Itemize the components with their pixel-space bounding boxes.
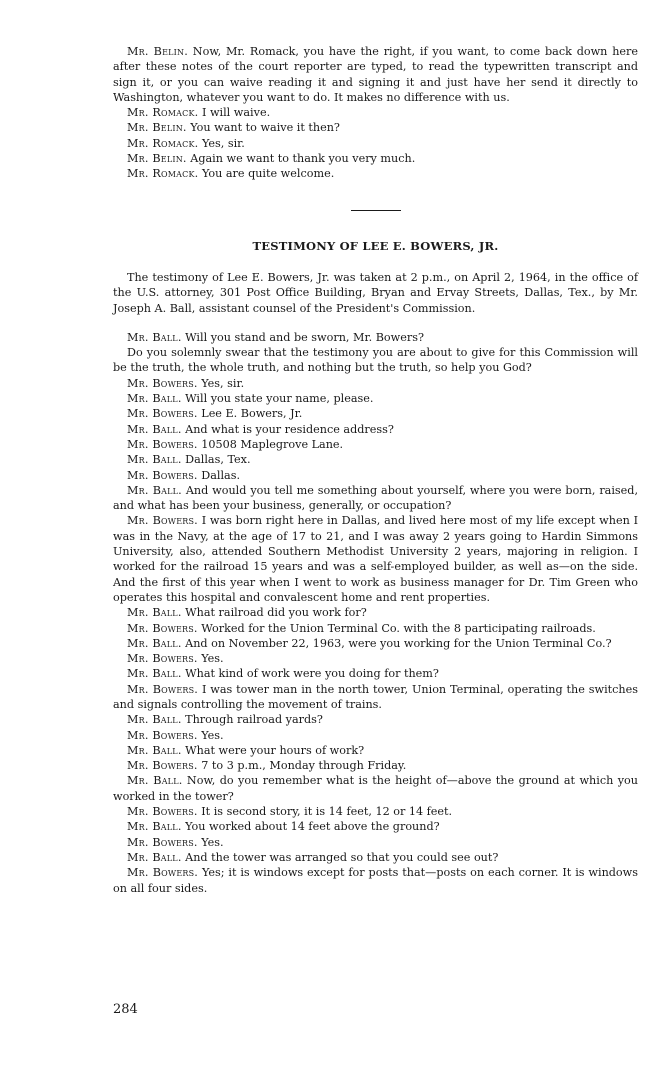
speaker-name: Mr. Romack. — [127, 106, 199, 120]
speech-text: And the tower was arranged so that you could see out? — [181, 850, 499, 864]
speech-text: Will you state your name, please. — [181, 392, 374, 406]
speaker-name: Mr. Ball. — [127, 453, 182, 467]
speech-text: Dallas. — [197, 468, 241, 482]
speaker-name: Mr. Ball. — [127, 483, 182, 497]
speaker-name: Mr. Ball. — [127, 667, 182, 681]
spacer — [113, 316, 638, 330]
testimony-line — [113, 376, 638, 391]
speech-text: 10508 Maplegrove Lane. — [197, 437, 344, 451]
testimony-line — [113, 804, 638, 819]
testimony-line — [113, 605, 638, 620]
speech-text: Through railroad yards? — [181, 713, 323, 727]
speaker-name: Mr. Ball. — [127, 774, 183, 788]
speech-text: You want to waive it then? — [186, 121, 340, 135]
speaker-name: Mr. Bowers. — [127, 437, 198, 451]
speech-text: What railroad did you work for? — [181, 606, 367, 620]
speech-text: I was tower man in the north tower, Union Terminal, operating the switches and signals controlling the movement of trains. — [113, 682, 638, 711]
speech-text: Do you solemnly swear that the testimony you are about to give for this Commission will be the truth, the whole truth, and nothing but the truth, so help you God? — [113, 346, 638, 375]
speech-text: You are quite welcome. — [198, 167, 335, 181]
speech-text: Yes. — [197, 652, 224, 666]
testimony-line — [113, 406, 638, 421]
speech-text: I will waive. — [198, 106, 271, 120]
section-divider — [351, 210, 401, 211]
testimony-line — [113, 166, 638, 181]
testimony-line — [113, 835, 638, 850]
speech-text: Yes, sir. — [198, 136, 245, 150]
testimony-line — [113, 682, 638, 713]
speech-text: Now, do you remember what is the height of—above the ground at which you worked in the tower? — [113, 774, 638, 803]
speech-text: Again we want to thank you very much. — [186, 152, 416, 166]
speaker-name: Mr. Ball. — [127, 743, 182, 757]
speaker-name: Mr. Bowers. — [127, 835, 198, 849]
testimony-line — [113, 743, 638, 758]
speaker-name: Mr. Bowers. — [127, 728, 198, 742]
speaker-name: Mr. Ball. — [127, 606, 182, 620]
speech-text: I was born right here in Dallas, and lived here most of my life except when I was in the Navy, at the age of 17 to 21, and I was away 2 years going to Hardin Simmons University, also, attended Southern Methodist University 2 years, majoring in religion. I worked for the railroad 15 years and was a self-employed builder, as well as—on the side. And the first of this year when I went to work as business manager for Dr. Tim Green who operates this hospital and convalescent home and rent properties. — [113, 514, 638, 604]
testimony-line — [113, 437, 638, 452]
speaker-name: Mr. Bowers. — [127, 652, 198, 666]
testimony-line — [113, 345, 638, 376]
intro-paragraph: The testimony of Lee E. Bowers, Jr. was taken at 2 p.m., on April 2, 1964, in the office of the U.S. attorney, 301 Post Office Building, Bryan and Ervay Streets, Dallas, Tex., by Mr. Joseph A. Ball, assistant counsel of the President's Commission. — [113, 270, 638, 315]
speaker-name: Mr. Romack. — [127, 167, 199, 181]
speech-text: You worked about 14 feet above the ground? — [181, 820, 440, 834]
testimony-line — [113, 728, 638, 743]
testimony-line — [113, 865, 638, 896]
testimony-line — [113, 666, 638, 681]
speaker-name: Mr. Belin. — [127, 45, 188, 58]
testimony-line — [113, 483, 638, 514]
speaker-name: Mr. Bowers. — [127, 805, 198, 819]
speaker-name: Mr. Belin. — [127, 121, 187, 135]
speech-text: It is second story, it is 14 feet, 12 or 14 feet. — [197, 805, 453, 819]
speaker-name: Mr. Ball. — [127, 713, 182, 727]
speaker-name: Mr. Bowers. — [127, 759, 198, 773]
speaker-name: Mr. Belin. — [127, 152, 187, 166]
speaker-name: Mr. Bowers. — [127, 376, 198, 390]
speech-text: What were your hours of work? — [181, 743, 365, 757]
testimony-line — [113, 151, 638, 166]
section-heading: TESTIMONY OF LEE E. BOWERS, JR. — [252, 238, 499, 253]
speaker-name: Mr. Ball. — [127, 392, 182, 406]
speaker-name: Mr. Romack. — [127, 136, 199, 150]
speaker-name: Mr. Bowers. — [127, 514, 198, 528]
testimony-line — [113, 105, 638, 120]
page-number: 284 — [113, 1002, 138, 1017]
testimony-block-bowers — [113, 330, 638, 896]
testimony-line — [113, 391, 638, 406]
speaker-name: Mr. Bowers. — [127, 682, 199, 696]
speech-text: What kind of work were you doing for them? — [181, 667, 439, 681]
speaker-name: Mr. Ball. — [127, 636, 182, 650]
testimony-line — [113, 452, 638, 467]
speech-text: Yes. — [197, 835, 224, 849]
testimony-line — [113, 120, 638, 135]
speaker-name: Mr. Ball. — [127, 422, 182, 436]
speaker-name: Mr. Bowers. — [127, 407, 198, 421]
speech-text: And would you tell me something about yourself, where you were born, raised, and what has been your business, generally, or occupation? — [113, 483, 639, 513]
speaker-name: Mr. Bowers. — [127, 866, 199, 880]
testimony-line — [113, 621, 638, 636]
speech-text: And what is your residence address? — [181, 422, 394, 436]
speech-text: 7 to 3 p.m., Monday through Friday. — [197, 759, 407, 773]
speaker-name: Mr. Bowers. — [127, 621, 198, 635]
speaker-name: Mr. Bowers. — [127, 468, 198, 482]
testimony-line — [113, 422, 638, 437]
testimony-line — [113, 44, 638, 105]
speech-text: Worked for the Union Terminal Co. with the 8 participating railroads. — [197, 621, 596, 635]
testimony-line — [113, 136, 638, 151]
testimony-line — [113, 758, 638, 773]
testimony-line — [113, 636, 638, 651]
testimony-line — [113, 330, 638, 345]
speech-text: Lee E. Bowers, Jr. — [197, 407, 303, 421]
document-page — [113, 44, 638, 896]
testimony-line — [113, 850, 638, 865]
testimony-block-romack — [113, 44, 638, 182]
testimony-line — [113, 712, 638, 727]
speech-text: Yes. — [197, 728, 224, 742]
speech-text: Now, Mr. Romack, you have the right, if you want, to come back down here after these notes of the court reporter are typed, to read the typewritten transcript and sign it, or you can waive reading it and signing it and just have her send it directly to Washington, whatever you want to do. It makes no difference with us. — [113, 45, 639, 104]
speech-text: Yes, sir. — [197, 376, 245, 390]
speaker-name: Mr. Ball. — [127, 330, 182, 344]
testimony-line — [113, 773, 638, 804]
testimony-line — [113, 819, 638, 834]
testimony-line — [113, 651, 638, 666]
speech-text: Dallas, Tex. — [181, 453, 251, 467]
speaker-name: Mr. Ball. — [127, 820, 182, 834]
testimony-line — [113, 468, 638, 483]
speech-text: Yes; it is windows except for posts that—posts on each corner. It is windows on all four sides. — [113, 866, 638, 895]
speech-text: Will you stand and be sworn, Mr. Bowers? — [181, 330, 424, 344]
speaker-name: Mr. Ball. — [127, 850, 182, 864]
speech-text: And on November 22, 1963, were you working for the Union Terminal Co.? — [181, 636, 612, 650]
testimony-line — [113, 513, 638, 605]
